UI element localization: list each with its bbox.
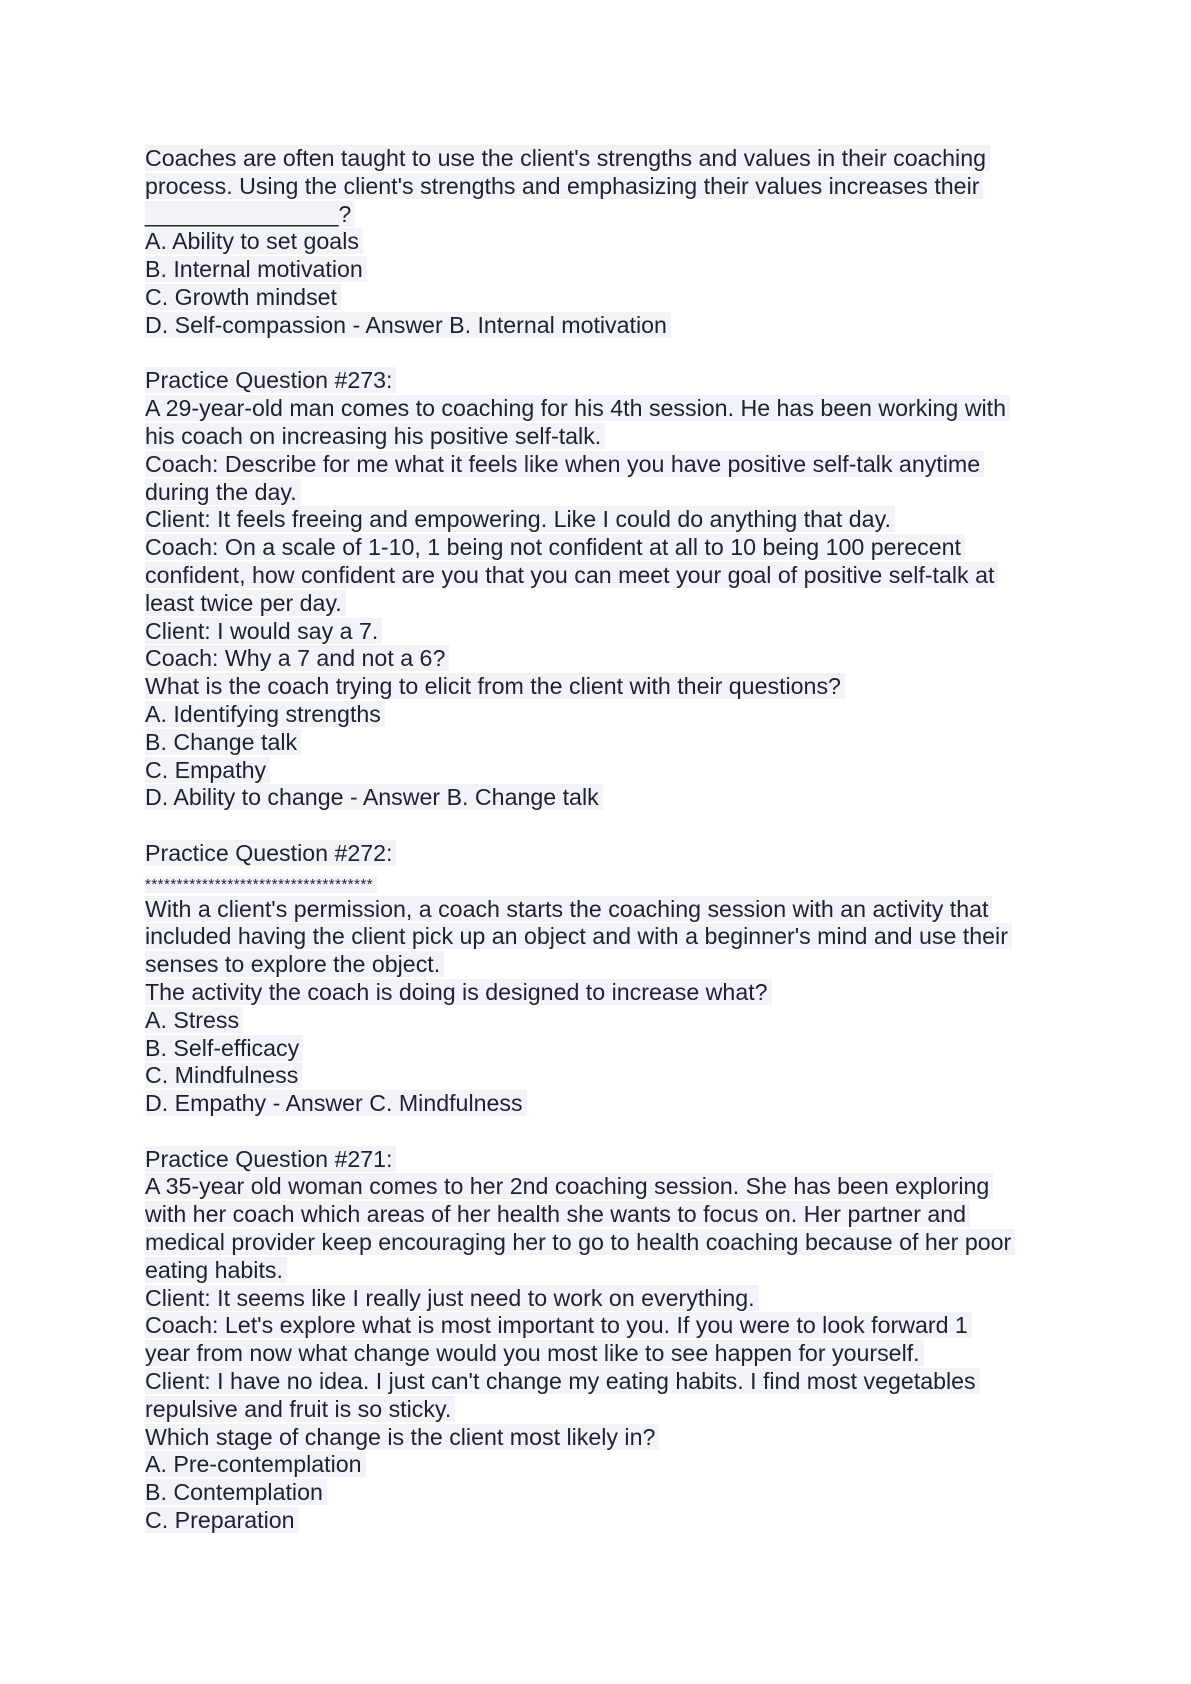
- text-line: [145, 1312, 1065, 1340]
- line-text: his coach on increasing his positive self-talk.: [145, 423, 605, 449]
- line-text: Coach: On a scale of 1-10, 1 being not confident at all to 10 being 100 perecent: [145, 534, 965, 560]
- line-text: confident, how confident are you that you can meet your goal of positive self-talk at: [145, 562, 998, 588]
- document-body: [145, 145, 1065, 1535]
- line-text: senses to explore the object.: [145, 951, 444, 977]
- text-line: [145, 1035, 1065, 1063]
- text-line: [145, 506, 1065, 534]
- line-text: repulsive and fruit is so sticky.: [145, 1396, 455, 1422]
- text-line: [145, 284, 1065, 312]
- text-line: [145, 1340, 1065, 1368]
- line-text: Practice Question #272:: [145, 840, 396, 866]
- line-text: The activity the coach is doing is designed to increase what?: [145, 979, 772, 1005]
- line-text: C. Growth mindset: [145, 284, 341, 310]
- text-line: [145, 729, 1065, 757]
- text-line: [145, 868, 1065, 896]
- question-block: [145, 145, 1065, 340]
- line-text: A. Pre-contemplation: [145, 1451, 366, 1477]
- text-line: [145, 1507, 1065, 1535]
- line-text: included having the client pick up an object and with a beginner's mind and use their: [145, 923, 1012, 949]
- line-text: year from now what change would you most like to see happen for yourself.: [145, 1340, 924, 1366]
- line-text: B. Change talk: [145, 729, 301, 755]
- text-line: [145, 367, 1065, 395]
- text-line: [145, 645, 1065, 673]
- line-text: C. Mindfulness: [145, 1062, 302, 1088]
- line-text: eating habits.: [145, 1257, 287, 1283]
- text-line: [145, 201, 1065, 229]
- text-line: [145, 590, 1065, 618]
- line-text: B. Internal motivation: [145, 256, 367, 282]
- text-line: [145, 312, 1065, 340]
- paragraph-gap: [145, 1118, 1065, 1146]
- line-text: Client: I would say a 7.: [145, 618, 382, 644]
- line-text: D. Empathy - Answer C. Mindfulness: [145, 1090, 527, 1116]
- text-line: [145, 479, 1065, 507]
- text-line: [145, 1451, 1065, 1479]
- text-line: [145, 673, 1065, 701]
- line-text: A 35-year old woman comes to her 2nd coaching session. She has been exploring: [145, 1173, 993, 1199]
- text-line: [145, 979, 1065, 1007]
- line-text: during the day.: [145, 479, 301, 505]
- line-text: _______________?: [145, 201, 355, 227]
- text-line: [145, 1368, 1065, 1396]
- line-text: Client: It seems like I really just need to work on everything.: [145, 1285, 759, 1311]
- question-block: [145, 1146, 1065, 1535]
- text-line: [145, 256, 1065, 284]
- text-line: [145, 534, 1065, 562]
- line-text: B. Self-efficacy: [145, 1035, 303, 1061]
- line-text: Coach: Why a 7 and not a 6?: [145, 645, 449, 671]
- line-text: C. Preparation: [145, 1507, 299, 1533]
- line-text: Practice Question #273:: [145, 367, 396, 393]
- text-line: [145, 1146, 1065, 1174]
- text-line: [145, 1173, 1065, 1201]
- text-line: [145, 951, 1065, 979]
- text-line: [145, 1479, 1065, 1507]
- line-text: B. Contemplation: [145, 1479, 327, 1505]
- question-block: [145, 840, 1065, 1118]
- text-line: [145, 1257, 1065, 1285]
- text-line: [145, 145, 1065, 173]
- text-line: [145, 1201, 1065, 1229]
- line-text: Coaches are often taught to use the client's strengths and values in their coaching: [145, 145, 990, 171]
- text-line: [145, 1396, 1065, 1424]
- text-line: [145, 757, 1065, 785]
- question-block: [145, 367, 1065, 812]
- text-line: [145, 1285, 1065, 1313]
- text-line: [145, 618, 1065, 646]
- line-text: Client: It feels freeing and empowering. Like I could do anything that day.: [145, 506, 895, 532]
- line-text: Practice Question #271:: [145, 1146, 396, 1172]
- paragraph-gap: [145, 340, 1065, 368]
- line-text: Which stage of change is the client most likely in?: [145, 1424, 659, 1450]
- line-text: D. Self-compassion - Answer B. Internal motivation: [145, 312, 671, 338]
- text-line: [145, 1090, 1065, 1118]
- text-line: [145, 784, 1065, 812]
- text-line: [145, 228, 1065, 256]
- line-text: A 29-year-old man comes to coaching for his 4th session. He has been working with: [145, 395, 1010, 421]
- line-text: Coach: Let's explore what is most important to you. If you were to look forward 1: [145, 1312, 972, 1338]
- text-line: [145, 701, 1065, 729]
- text-line: [145, 562, 1065, 590]
- text-line: [145, 451, 1065, 479]
- line-text: What is the coach trying to elicit from the client with their questions?: [145, 673, 845, 699]
- text-line: [145, 395, 1065, 423]
- line-text: C. Empathy: [145, 757, 270, 783]
- line-text: least twice per day.: [145, 590, 346, 616]
- line-text: A. Ability to set goals: [145, 228, 363, 254]
- text-line: [145, 923, 1065, 951]
- line-text: ************************************: [145, 876, 377, 893]
- line-text: With a client's permission, a coach starts the coaching session with an activity that: [145, 896, 992, 922]
- line-text: process. Using the client's strengths and emphasizing their values increases their: [145, 173, 983, 199]
- line-text: A. Identifying strengths: [145, 701, 385, 727]
- text-line: [145, 1062, 1065, 1090]
- line-text: Coach: Describe for me what it feels like when you have positive self-talk anytime: [145, 451, 984, 477]
- line-text: A. Stress: [145, 1007, 243, 1033]
- text-line: [145, 896, 1065, 924]
- line-text: Client: I have no idea. I just can't change my eating habits. I find most vegetables: [145, 1368, 980, 1394]
- text-line: [145, 423, 1065, 451]
- line-text: medical provider keep encouraging her to go to health coaching because of her poor: [145, 1229, 1015, 1255]
- text-line: [145, 173, 1065, 201]
- text-line: [145, 1424, 1065, 1452]
- line-text: D. Ability to change - Answer B. Change talk: [145, 784, 603, 810]
- text-line: [145, 1229, 1065, 1257]
- line-text: with her coach which areas of her health she wants to focus on. Her partner and: [145, 1201, 970, 1227]
- paragraph-gap: [145, 812, 1065, 840]
- text-line: [145, 1007, 1065, 1035]
- text-line: [145, 840, 1065, 868]
